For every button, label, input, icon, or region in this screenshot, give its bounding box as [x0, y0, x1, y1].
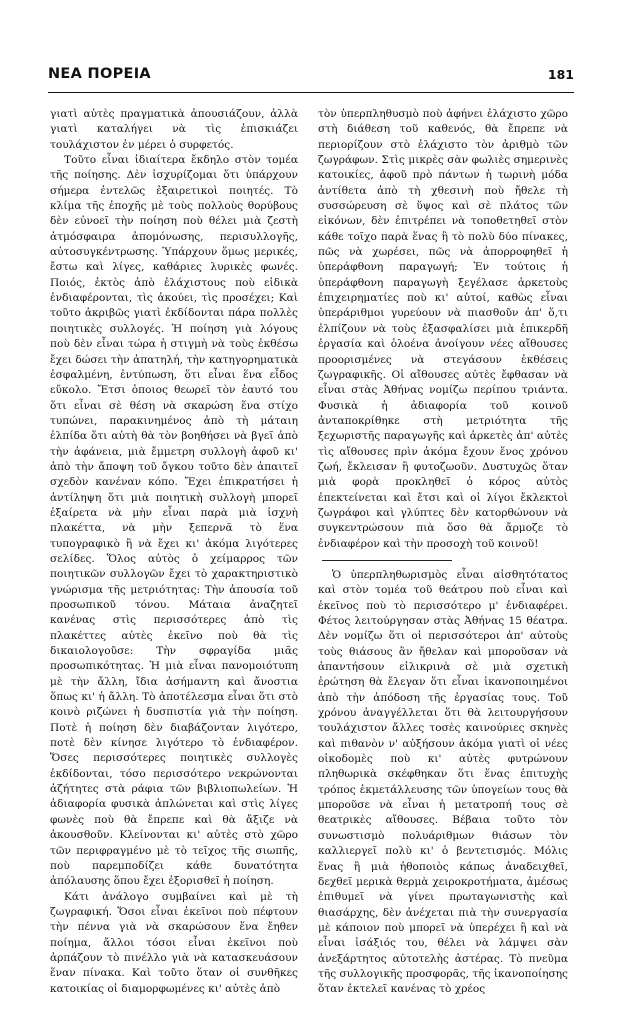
journal-title: ΝΕΑ ΠΟΡΕΙΑ: [48, 66, 151, 82]
paragraph: τὸν ὑπερπληθυσμὸ ποὺ ἀφήνει ἐλάχιστο χῶρο στὴ διάθεση τοῦ καθενός, θὰ ἔπρεπε νὰ περιορίζουν στὸ ἐλάχιστο τὸν ἀριθμὸ τῶν ζωγράφων. Στὶς μικρὲς σὰν φωλιὲς σημερινὲς κατοικίες, ἀφοῦ πρὸ πάντων ἡ τωρινὴ μόδα ἀντίθετα ἀπὸ τὴ χθεσινὴ ποὺ ἤθελε τὴ συσσώρευση σὲ ὕψος καὶ σὲ πλάτος τῶν εἰκόνων, δὲν ἐπιτρέπει νὰ τοποθετηθεῖ στὸν κάθε τοῖχο παρὰ ἕνας ἢ τὸ πολὺ δύο πίνακες, πῶς νὰ χωρέσει, πῶς νὰ ἀπορροφηθεῖ ἡ ὑπεράφθονη παραγωγή; Ἐν τούτοις ἡ ὑπεράφθονη παραγωγὴ ξεγέλασε ἀρκετοὺς ἐπιχειρηματίες ποὺ κι' αὐτοί, καθὼς εἶναι ὑπεράριθμοι γυρεύουν νὰ πιασθοῦν ἀπ' ὅ,τι ἐλπίζουν νὰ τοὺς ἐξασφαλίσει μιὰ ἐπικερδῆ ἐργασία καὶ ὁλοένα ἀνοίγουν νέες αἴθουσες προορισμένες νὰ στεγάσουν ἐκθέσεις ζωγραφικῆς. Οἱ αἴθουσες αὐτὲς ἔφθασαν νὰ εἶναι στὰς Ἀθήνας νομίζω περίπου τριάντα. Φυσικὰ ἡ ἀδιαφορία τοῦ κοινοῦ ἀνταποκρίθηκε στὴ μετριότητα τῆς ξεχωριστῆς παραγωγῆς καὶ ἀρκετὲς ἀπ' αὐτὲς τὶς αἴθουσες πρὶν ἀκόμα ἔχουν ἕνος χρόνου ζωή, ἔκλεισαν ἢ φυτοζωοῦν. Δυστυχῶς ὅταν μιὰ φορὰ προκληθεῖ ὁ κόρος αὐτὸς ἐπεκτείνεται καὶ ἔτσι καὶ οἱ λίγοι ἔκλεκτοὶ ζωγράφοι καὶ γλύπτες δὲν κατορθώνουν νὰ συγκεντρώσουν πιὰ ὅσο θὰ ἄρμοζε τὸ ἐνδιαφέρον καὶ τὴν προσοχὴ τοῦ κοινοῦ!: [318, 108, 568, 550]
page-header: [48, 64, 574, 86]
paragraph: Ὁ ὑπερπληθωρισμὸς εἶναι αἰσθητότατος καὶ στὸν τομέα τοῦ θεάτρου ποὺ εἶναι καὶ ἐκεῖνος ποὺ τὸ περισσότερο μ' ἐνδιαφέρει. Φέτος λειτούργησαν στὰς Ἀθήνας 15 θέατρα. Δὲν νομίζω ὅτι οἱ περισσότεροι ἀπ' αὐτοὺς τοὺς θιάσους ἂν ἤθελαν καὶ μποροῦσαν νὰ ἀπαντήσουν εἰλικρινὰ σὲ μιὰ σχετικὴ ἐρώτηση θὰ ἔλεγαν ὅτι εἶναι ἱκανοποιημένοι ἀπὸ τὴν ἀπόδοση τῆς ἐργασίας τους. Τοῦ χρόνου ἀναγγέλλεται ὅτι θὰ λειτουργήσουν τουλάχιστον ἄλλες τοσὲς καινούριες σκηνὲς καὶ πιθανὸν ν' αὐξήσουν ἀκόμα γιατὶ οἱ νέες οἰκοδομὲς ποὺ κι' αὐτὲς φυτρώνουν πληθωρικὰ σκέφθηκαν ὅτι ἕνας ἐπιτυχὴς τρόπος ἐκμετάλλευσης τῶν ὑπογείων τους θὰ μποροῦσε νὰ εἶναι ἡ μετατροπή τους σὲ θεατρικὲς αἴθουσες. Βέβαια τοῦτο τὸν συνωστισμὸ πολυάριθμων θιάσων τὸν καλλιεργεῖ πολὺ κι' ὁ βεντετισμός. Μόλις ἕνας ἢ μιὰ ἠθοποιὸς κάπως ἀναδειχθεῖ, δεχθεῖ μερικὰ θερμὰ χειροκροτήματα, ἀμέσως ἐπιθυμεῖ νὰ γίνει πρωταγωνιστὴς καὶ θιασάρχης, δὲν ἀνέχεται πιὰ τὴν συνεργασία μὲ κάποιον ποὺ μπορεῖ νὰ ὑπερέχει ἢ καὶ νὰ εἶναι ἰσάξιός του, θέλει νὰ λάμψει σὰν ἀνεξάρτητος αὐτοτελὴς ἀστέρας. Τὸ πνεῦμα τῆς συλλογικῆς προσφορᾶς, τῆς ἱκανοποίησης ὅταν ἐκτελεῖ κανένας τὸ χρέος: [318, 568, 568, 996]
page-number: 181: [547, 67, 574, 82]
section-separator: [318, 552, 568, 568]
header-rule: [48, 92, 574, 93]
right-column: [318, 107, 568, 998]
paragraph: Κάτι ἀνάλογο συμβαίνει καὶ μὲ τὴ ζωγραφική. Ὅσοι εἶναι ἐκεῖνοι ποὺ πέφτουν τὴν πέννα γιὰ νὰ σκαρώσουν ἕνα ἔηθεν ποίημα, ἄλλοι τόσοι εἶναι ἐκεῖνοι ποὺ ἀρπάζουν τὸ πινέλλο γιὰ νὰ κατασκευάσουν ἕναν πίνακα. Καὶ τοῦτο ὅταν οἱ συνθῆκες κατοικίας οἱ διαμορφωμένες κι' αὐτὲς ἀπὸ: [50, 890, 298, 995]
paragraph: Τοῦτο εἶναι ἰδιαίτερα ἔκδηλο στὸν τομέα τῆς ποίησης. Δὲν ἰσχυρίζομαι ὅτι ὑπάρχουν σήμερα ἐντελῶς ἐξαιρετικοὶ ποιητές. Τὸ κλίμα τῆς ἐποχῆς μὲ τοὺς πολλοὺς θορύβους δὲν εὐνοεῖ τὴν ποίηση ποὺ θέλει μιὰ ζεστὴ ἀτμόσφαιρα ἀπομόνωσης, περισυλλογῆς, αὐτοσυγκέντρωσης. Ὑπάρχουν ὅμως μερικές, ἔστω καὶ λίγες, καθάριες λυρικὲς φωνές. Ποιός, ἐκτὸς ἀπὸ ἐλάχιστους ποὺ εἰδικὰ ἐνδιαφέρονται, τὶς ἀκούει, τὶς προσέχει; Καὶ τοῦτο ἀκριβῶς γιατὶ ἐκδίδονται πάρα πολλὲς ποιητικὲς συλλογές. Ἡ ποίηση γιὰ λόγους ποὺ δὲν εἶναι τώρα ἡ στιγμὴ νὰ τοὺς ἐκθέσω ἔχει δώσει τὴν ἀπατηλή, τὴν κατηγορηματικὰ ἐσφαλμένη, ἐντύπωση, ὅτι εἶναι ἕνα εἶδος εὔκολο. Ἔτσι ὁποιος θεωρεῖ τὸν ἑαυτό του ὅτι εἶναι σὲ θέση νὰ σκαρώση ἕνα στίχο τυπώνει, παρακινημένος ἀπὸ τὴ μάταιη ἐλπίδα ὅτι αὐτὴ θὰ τὸν βοηθήσει νὰ βγεῖ ἀπὸ τὴν ἀφάνεια, μιὰ ἔμμετρη συλλογὴ ἀφοῦ κι' ἀπὸ τὴν ἄποψη τοῦ ὄγκου τοῦτο δὲν ἀπαιτεῖ σχεδὸν κανέναν κόπο. Ἔχει ἐπικρατήσει ἡ ἀντίληψη ὅτι μιὰ ποιητικὴ συλλογὴ μπορεῖ ἐξαίρετα νὰ μὴν εἶναι παρὰ μιὰ ἰσχνὴ πλακέττα, νὰ μὴν ξεπερνᾶ τὸ ἕνα τυπογραφικὸ ἢ νὰ ἔχει κι' ἀκόμα λιγότερες σελίδες. Ὅλος αὐτὸς ὁ χείμαρρος τῶν ποιητικῶν συλλογῶν ἔχει τὸ χαρακτηριστικὸ γνώρισμα τῆς μετριότητας: Τὴν ἀπουσία τοῦ προσωπικοῦ τόνου. Μάταια ἀναζητεῖ κανένας στὶς περισσότερες ἀπὸ τὶς πλακέττες αὐτὲς ἐκεῖνο ποὺ θὰ τὶς δικαιολογοῦσε: Τὴν σφραγίδα μιᾶς προσωπικότητας. Ἡ μιὰ εἶναι πανομοιότυπη μὲ τὴν ἄλλη, ἴδια ἀσήμαντη καὶ ἄνοστια ὅπως κι' ἡ ἄλλη. Τὸ ἀποτέλεσμα εἶναι ὅτι στὸ κοινὸ ριζώνει ἡ δυσπιστία γιὰ τὴν ποίηση. Ποτὲ ἡ ποίηση δὲν διαβάζονταν λιγότερο, ποτὲ δὲν κίνησε λιγότερο τὸ ἐνδιαφέρον. Ὅσες περισσότερες ποιητικὲς συλλογὲς ἐκδίδονται, τόσο περισσότερο νεκρώνονται ἀζήτητες στὰ ράφια τῶν βιβλιοπωλείων. Ἡ ἀδιαφορία φυσικὰ ἁπλώνεται καὶ στὶς λίγες φωνὲς ποὺ θὰ ἔπρεπε καὶ θὰ ἄξιζε νὰ ἀκουσθοῦν. Κλείνονται κι' αὐτὲς στὸ χῶρο τῶν περιφραγμένο μὲ τὸ τεῖχος τῆς σιωπῆς, ποὺ παρεμποδίζει κάθε δυνατότητα ἀπόλαυσης ὅπου ἔχει ἐξορισθεῖ ἡ ποίηση.: [50, 154, 298, 888]
left-column: [50, 107, 298, 997]
paragraph: γιατὶ αὐτὲς πραγματικὰ ἀπουσιάζουν, ἀλλὰ γιατὶ καταλήγει νὰ τὶς ἐπισκιάζει τουλάχιστον ἐν μέρει ὁ συρφετός.: [50, 108, 298, 151]
